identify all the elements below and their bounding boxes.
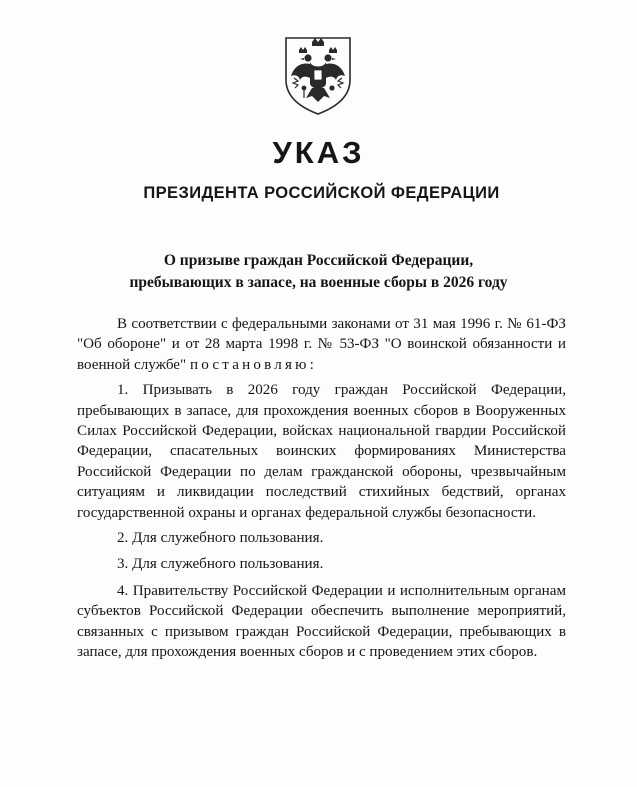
clause-paragraph: 4. Правительству Российской Федерации и исполнительным органам субъектов Российской Федерации обеспечить выполнение мероприятий, связанных с призывом граждан Российской Федерации, пребывающих в запасе, для прохождения военных сборов и с проведением этих сборов.	[77, 582, 566, 661]
decree-title	[0, 250, 637, 294]
preamble-paragraph	[77, 314, 566, 375]
document-type-heading: УКАЗ	[272, 135, 365, 170]
decree-title-line: пребывающих в запасе, на военные сборы в 2026 году	[129, 274, 508, 291]
decree-title-line: О призыве граждан Российской Федерации,	[163, 252, 474, 269]
preamble-ending: :	[309, 356, 314, 373]
clause-paragraph: 1. Призывать в 2026 году граждан Российской Федерации, пребывающих в запасе, для прохождения военных сборов в Вооруженных Силах Российской Федерации, войсках национальной гвардии Российской Федерации, спасательных воинских формированиях Министерства Российской Федерации по делам гражданской обороны, чрезвычайным ситуациям и ликвидации последствий стихийных бедствий, органах государственной охраны и органах федеральной службы безопасности.	[77, 382, 566, 521]
issuer-heading: ПРЕЗИДЕНТА РОССИЙСКОЙ ФЕДЕРАЦИИ	[143, 184, 500, 202]
clause-paragraph: 2. Для служебного пользования.	[117, 530, 324, 547]
clause-paragraph: 3. Для служебного пользования.	[117, 556, 324, 573]
preamble-text: В соответствии с федеральными законами от 31 мая 1996 г. № 61-ФЗ "Об обороне" и от 28 марта 1998 г. № 53-ФЗ "О воинской обязанности и военной службе"	[77, 316, 566, 373]
decree-verb: постановляю	[189, 356, 310, 373]
decree-body	[77, 314, 566, 668]
state-emblem-icon	[282, 32, 354, 116]
